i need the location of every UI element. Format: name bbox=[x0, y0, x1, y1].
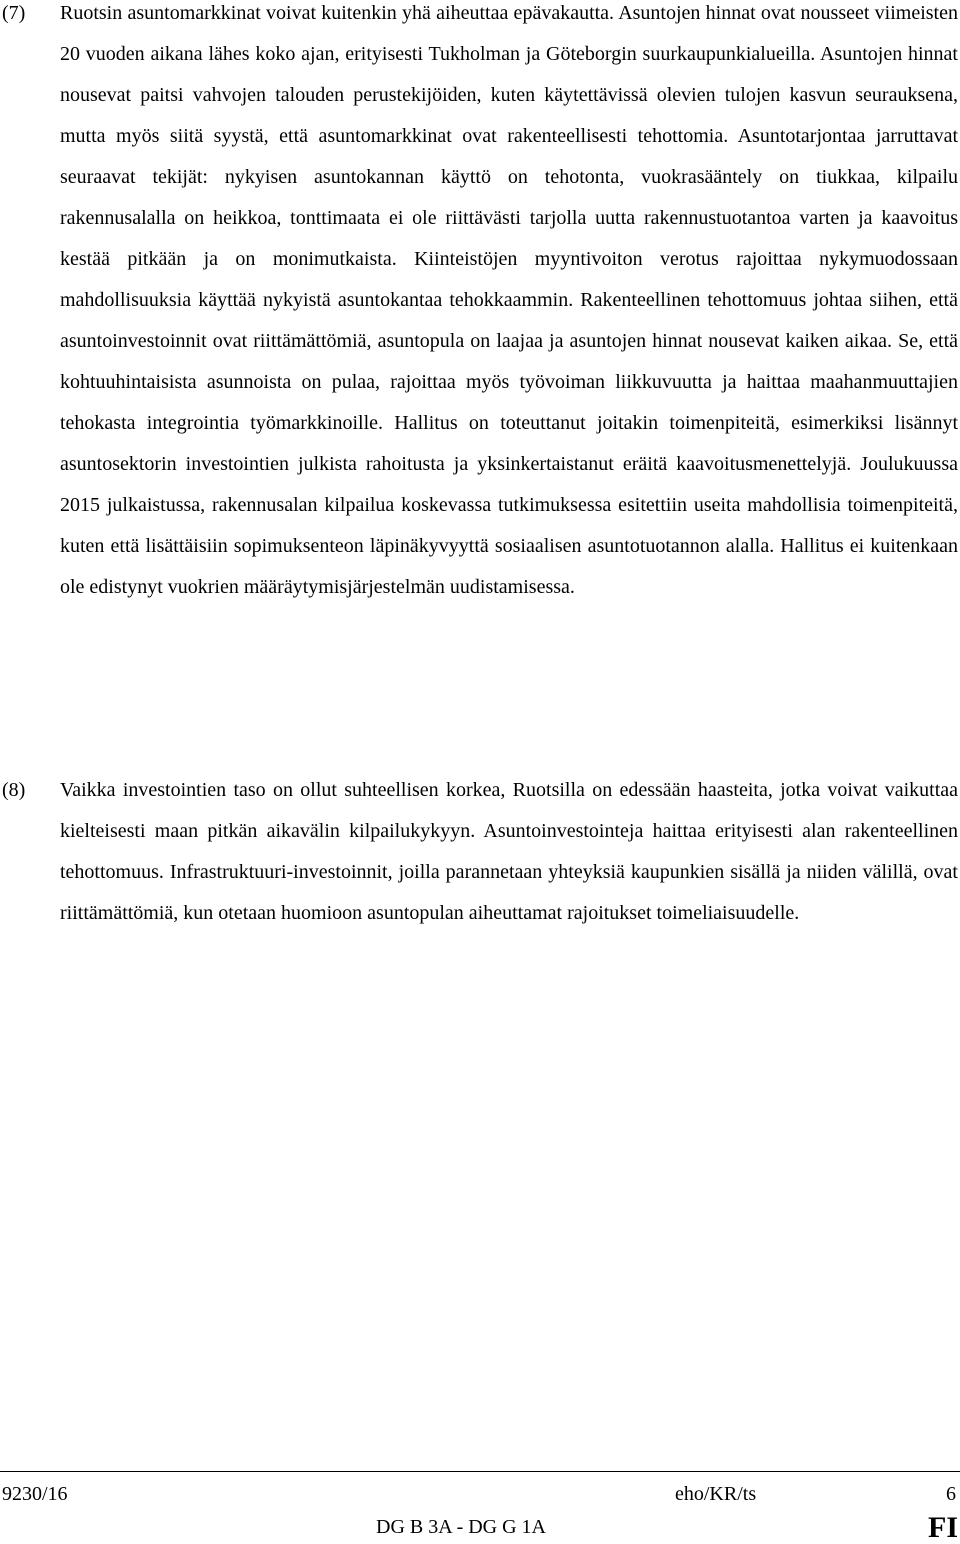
paragraph-text: Vaikka investointien taso on ollut suhteellisen korkea, Ruotsilla on edessään haasteita, jotka voivat vaikuttaa kielteisesti maan pitkän aikavälin kilpailukykyyn. Asuntoinvestointeja haittaa erityisesti alan rakenteellinen tehottomuus. Infrastruktuuri-investoinnit, joilla parannetaan yhteyksiä kaupunkien sisällä ja niiden välillä, ovat riittämättömiä, kun otetaan huomioon asuntopulan aiheuttamat rajoitukset toimeliaisuudelle. bbox=[60, 779, 958, 924]
footer-divider bbox=[0, 1471, 960, 1472]
paragraph-number: (8) bbox=[2, 779, 26, 801]
page-number: 6 bbox=[946, 1483, 956, 1505]
author-initials: eho/KR/ts bbox=[675, 1483, 757, 1505]
paragraph-text: Ruotsin asuntomarkkinat voivat kuitenkin yhä aiheuttaa epävakautta. Asuntojen hinnat ovat nousseet viimeisten 20 vuoden aikana lähes koko ajan, erityisesti Tukholman ja Göteborgin suurkaupunkialueilla. Asuntojen hinnat nousevat paitsi vahvojen talouden perustekijöiden, kuten käytettävissä olevien tulojen kasvun seurauksena, mutta myös siitä syystä, että asuntomarkkinat ovat rakenteellisesti tehottomia. Asuntotarjontaa jarruttavat seuraavat tekijät: nykyisen asuntokannan käyttö on tehotonta, vuokrasääntely on tiukkaa, kilpailu rakennusalalla on heikkoa, tonttimaata ei ole riittävästi tarjolla uutta rakennustuotantoa varten ja kaavoitus kestää pitkään ja on monimutkaista. Kiinteistöjen myyntivoiton verotus rajoittaa nykymuodossaan mahdollisuuksia käyttää nykyistä asuntokantaa tehokkaammin. Rakenteellinen tehottomuus johtaa siihen, että asuntoinvestoinnit ovat riittämättömiä, asuntopula on laajaa ja asuntojen hinnat nousevat kaiken aikaa. Se, että kohtuuhintaisista asunnoista on pulaa, rajoittaa myös työvoiman liikkuvuutta ja haittaa maahanmuuttajien tehokasta integrointia työmarkkinoille. Hallitus on toteuttanut joitakin toimenpiteitä, esimerkiksi lisännyt asuntosektorin investointien julkista rahoitusta ja yksinkertaistanut eräitä kaavoitusmenettelyjä. Joulukuussa 2015 julkaistussa, rakennusalan kilpailua koskevassa tutkimuksessa esitettiin useita mahdollisia toimenpiteitä, kuten että lisättäisiin sopimuksenteon läpinäkyvyyttä sosiaalisen asuntotuotannon alalla. Hallitus ei kuitenkaan ole edistynyt vuokrien määräytymisjärjestelmän uudistamisessa. bbox=[60, 2, 958, 598]
directorate-code: DG B 3A - DG G 1A bbox=[376, 1516, 546, 1538]
language-code: FI bbox=[928, 1511, 958, 1544]
paragraph-number: (7) bbox=[2, 2, 26, 24]
document-number: 9230/16 bbox=[2, 1483, 68, 1505]
